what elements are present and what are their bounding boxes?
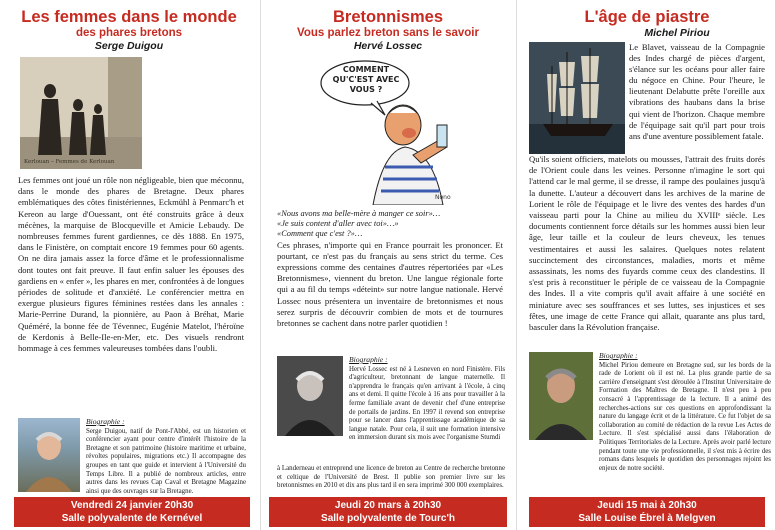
bio-text bbox=[349, 356, 505, 443]
title: Bretonnismes bbox=[332, 8, 444, 26]
event-place: Salle polyvalente de Kernével bbox=[61, 513, 203, 524]
bio bbox=[529, 352, 771, 473]
women-photo bbox=[20, 57, 142, 169]
body-text: Qu'ils soient officiers, matelots ou mousses, l'attrait des fruits dorés de l'Orient coule dans les veines. Personne n'imagine le sort qui l'attend car le mal germe, il se dresse, il rampe des poulaines jusqu'à la dunette. L'auteur a découvert dans les archives de la marine de Lorient le rôle de l'équipage et le livre des ventes des hardes d'un vaisseau parti pour la Chine au milieu du XVIIIᵉ siècle. Les documents contiennent force détails sur les hommes aussi bien leur âge, leur taille et la couleur de leurs cheveux, les tenues vestimentaires et aussi les salaires. Quelques notes relatent succinctement des circonstances, maladies, morts et même assassinats, les noms des fuyards comme ceux des clandestins. Il s'est pris à reconstituer le périple de ce vaisseau de la Compagnie des Indes. Il a vite compris qu'il avait affaire à une société en miniature avec ses souffrances et ses luttes, ses injustices et ses fêtes, une image de cette France qui allait, quarante ans plus tard, basculer dans la Révolution française. bbox=[529, 154, 765, 333]
event-banner bbox=[14, 497, 250, 527]
quote-line: «Je suis content d'aller avec toi»…» bbox=[277, 219, 399, 229]
subtitle: des phares bretons bbox=[75, 27, 183, 39]
speech-bubble-text: COMMENT QU'C'EST AVEC VOUS ? bbox=[332, 65, 400, 94]
bio-label: Biographie : bbox=[86, 417, 125, 426]
quotes bbox=[263, 209, 513, 240]
cartoon-illustration bbox=[313, 55, 463, 205]
bio-content: Serge Duigou, natif de Pont-l'Abbé, est un historien et conférencier ayant pour centre d'intérêt l'histoire de la Bretagne et son patrimoine (histoire maritime et urbaine, révoltes populaires, migrations etc.) Il accompagne des groupes en tant que guide et intervient à l'Université du Temps Libre. Il a publié de nombreux articles, entre autres dans les revues Cap Caval et Bretagne Magazine ainsi que des ouvrages sur la Bretagne. bbox=[86, 427, 246, 495]
event-place: Salle Louise Ébrel à Melgven bbox=[578, 513, 716, 524]
portrait-illustration bbox=[529, 352, 593, 440]
event-banner bbox=[529, 497, 765, 527]
bio-continued: à Landerneau et entreprend une licence de breton au Centre de recherche bretonne et celtique de l'Université de Brest. Il publie son premier livre sur les bretonnismes en 2010 et dix ans plus tard il en sera imprimé 300 000 exemplaires. bbox=[277, 465, 505, 490]
intro-text: Le Blavet, vaisseau de la Compagnie des Indes chargé de pièces d'argent, s'élance sur les océans pour aller faire du négoce en Chine. Pour l'heure, le lieutenant Delabutte prête l'oreille aux vibrations des haubans dans la brise qui vient de l'horizon. Chaque membre de l'équipage sait qu'il part pour trois ans d'une aventure possiblement fatale. bbox=[629, 42, 765, 141]
serge-photo bbox=[18, 418, 80, 492]
event-date: Jeudi 15 mai à 20h30 bbox=[597, 500, 697, 511]
event-banner bbox=[269, 497, 507, 527]
author: Hervé Lossec bbox=[353, 40, 423, 52]
ship-illustration bbox=[529, 42, 625, 154]
title: Les femmes dans le monde bbox=[21, 8, 237, 26]
quote-line: «Comment que c'est ?»… bbox=[277, 229, 363, 239]
bio-content: Hervé Lossec est né à Lesneven en nord Finistère. Fils d'agriculteur, bretonnant de langue maternelle. Il n'apprendra le français qu'en arrivant à l'école, à cinq ans et demi. Il quitte l'école à 16 ans pour travailler à la ferme familiale avant de devenir chef d'une entreprise de portails de jardins. En 1997 il revend son entreprise pour se lancer dans l'apprentissage académique de sa langue natale. Pour cela, il suit une formation intensive en immersion durant six mois avec l'organisme Stumdi bbox=[349, 365, 505, 442]
bio-label: Biographie : bbox=[599, 351, 638, 360]
bio-text bbox=[599, 352, 771, 473]
herve-photo bbox=[277, 356, 343, 436]
women-illustration bbox=[20, 57, 142, 169]
column-divider bbox=[516, 0, 517, 530]
author: Michel Piriou bbox=[644, 27, 710, 39]
body-text: Les femmes ont joué un rôle non négligeable, bien que méconnu, dans le monde des phares de Bretagne. Deux phares emblématiques des côtes finistériennes, Eckmühl à Penmarc'h et Kereon au large d'Ouessant, ont été construits grâce à deux mécènes, la marquise de Blocqueville et Amicie Lebaudy. De nombreuses femmes furent gardiennes, ce dès 1888. En 1975, dans le Finistère, on comptait encore 19 femmes pour 60 agents. On ne dira jamais assez la force d'âme et le professionnalisme dont toutes ont fait preuve. Il faut enfin saluer les épouses des gardiens en « enfer », les phares en mer, confrontées à de longues périodes de solitude et d'anxiété. Le conférencier mettra en exergue plusieurs figures féminines restées dans les annales : Marie-Perrine Durand, la pionnière, au Paon à Bréhat, Marie Quéméré, la bonne fée de Tévennec, Eugénie Matelot, l'héroïne de Kerdonis à Belle-Ile-en-Mer, etc. Des visuels rendront hommage à ces femmes valeureuses tombées dans l'oubli. bbox=[18, 175, 244, 354]
event-place: Salle polyvalente de Tourc'h bbox=[321, 513, 455, 524]
bio-content: Michel Piriou demeure en Bretagne sud, sur les bords de la rade de Lorient où il est né. La plus grande partie de sa carrière d'enseignant s'est déroulée à l'Institut Universitaire de Formation des Maîtres de Bretagne. Il n'est peu à peu consacré à l'apprentissage de la lecture. Il a animé des recherches-actions sur ces questions en approfondissant la nature du langage écrit et de la littérature. Ce fut l'objet de sa collaboration au comité de rédaction de la revue Les Actes de Lecture. Il s'est spécialisé aussi dans l'élaboration de Politiques Territoriales de la Lecture. Après avoir parlé lecture pendant toute une vie professionnelle, il s'est mis à écrire des romans dans lesquels le quotidien des personnages rejoint les enjeux de notre société. bbox=[599, 361, 771, 472]
bio bbox=[277, 356, 505, 443]
author: Serge Duigou bbox=[94, 40, 164, 52]
portrait-illustration bbox=[18, 418, 80, 492]
photo-caption: Kerlouan – Femmes de Kerlouan bbox=[24, 159, 115, 165]
portrait-illustration bbox=[277, 356, 343, 436]
column-age-piastre bbox=[519, 0, 775, 530]
event-date: Jeudi 20 mars à 20h30 bbox=[334, 500, 442, 511]
bio-text bbox=[86, 418, 246, 496]
subtitle: Vous parlez breton sans le savoir bbox=[297, 27, 479, 39]
column-bretonnismes bbox=[263, 0, 513, 530]
column-femmes-phares bbox=[0, 0, 258, 530]
intro-block bbox=[519, 40, 775, 154]
cartoon-signature: Nono bbox=[435, 194, 451, 201]
bio bbox=[18, 418, 246, 496]
quote-line: «Nous avons ma belle-mère à manger ce soir»… bbox=[277, 209, 441, 218]
event-date: Vendredi 24 janvier 20h30 bbox=[70, 500, 194, 511]
ship-painting bbox=[529, 42, 625, 154]
cartoon bbox=[313, 55, 463, 205]
body-text: Ces phrases, n'importe qui en France pourrait les prononcer. Et pourtant, ce n'est pas du français au sens strict du terme. Ces expressions comme des centaines d'autres répertoriées par «Les Bretonnismes», viennent du breton. Une langue régionale forte qui a au fil du temps «déteint» sur notre langue nationale. Hervé Lossec nous présentera un inventaire de bretonnismes et nous serez surpris de découvrir combien de mots et de tournures bretonnes se cachent dans notre parler quotidien ! bbox=[277, 239, 503, 329]
title: L'âge de piastre bbox=[584, 8, 710, 26]
bio-label: Biographie : bbox=[349, 355, 388, 364]
column-divider bbox=[260, 0, 261, 530]
michel-photo bbox=[529, 352, 593, 440]
